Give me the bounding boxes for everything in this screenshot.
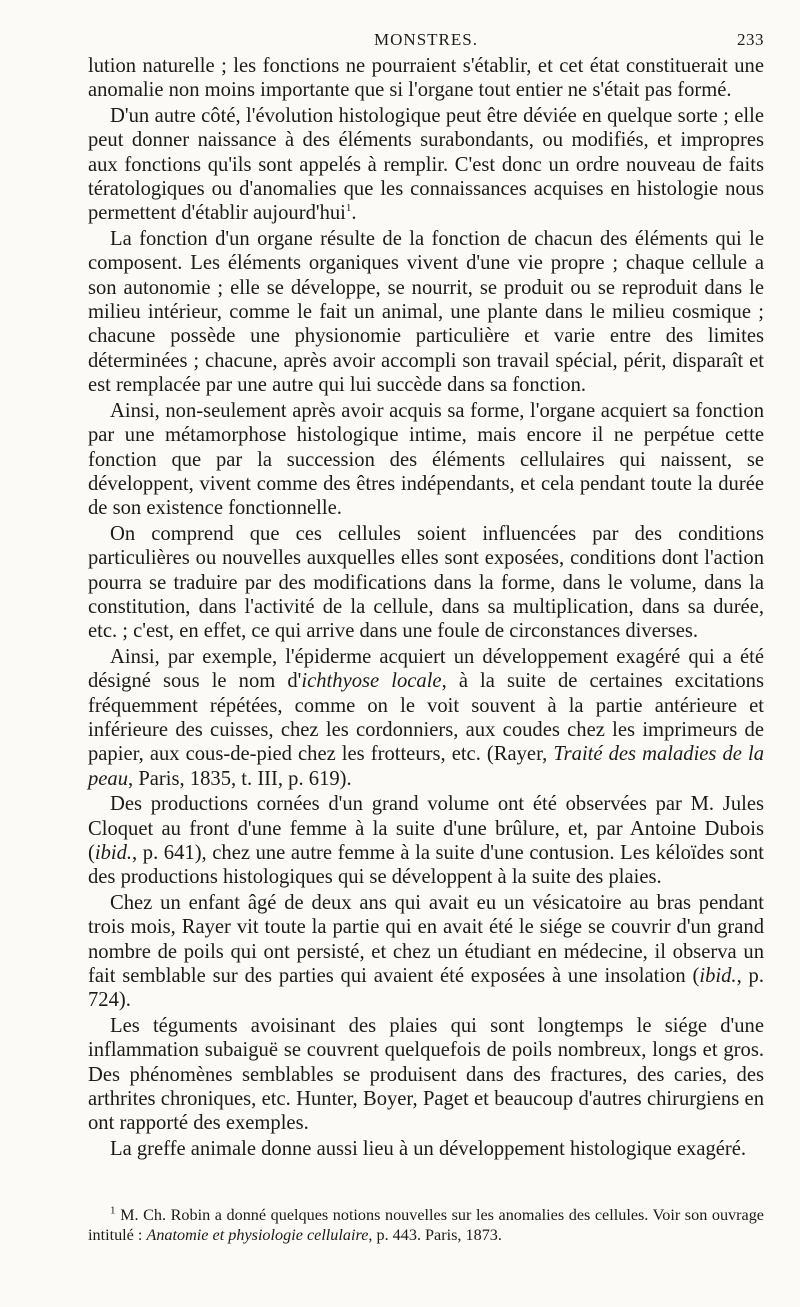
paragraph-2: [88, 104, 764, 226]
italic-text: ibid.: [94, 842, 133, 864]
paragraph-3: [88, 227, 764, 398]
text-run: .: [351, 202, 357, 225]
page-number: 233: [737, 30, 764, 49]
paragraph-5: [88, 522, 764, 644]
footnote-1: [88, 1205, 764, 1245]
text-run: , p. 724).: [88, 965, 764, 1012]
italic-text: ichthyose locale: [301, 670, 442, 693]
text-run: Des productions cornées d'un grand volume ont été observées par M. Jules Cloquet au front d'une femme à la suite d'une brûlure, et, par Antoine Dubois (: [88, 793, 764, 864]
paragraph-1: [88, 54, 764, 103]
text-run: Ainsi, non-seulement après avoir acquis sa forme, l'organe acquiert sa fonction par une métamorphose histologique intime, mais encore il ne perpétue cette fonction que par la succession des éléments cellulaires qui naissent, se développent, vivent comme des êtres indépendants, et cela pendant toute la durée de son existence fonctionnelle.: [88, 399, 764, 520]
text-run: On comprend que ces cellules soient influencées par des conditions particulières ou nouvelles auxquelles elles sont exposées, conditions dont l'action pourra se traduire par des modifications dans la forme, dans le volume, dans la constitution, dans l'activité de la cellule, dans sa multiplication, dans sa durée, etc. ; c'est, en effet, ce qui arrive dans une foule de circonstances diverses.: [88, 522, 764, 643]
text-run: Chez un enfant âgé de deux ans qui avait eu un vésicatoire au bras pendant trois mois, Rayer vit toute la partie qui en avait été le siége se couvrir d'un grand nombre de poils qui ont persisté, et chez un étudiant en médecine, il observa un fait semblable sur des parties qui avaient été exposées à une insolation (: [88, 891, 764, 988]
footnotes: [88, 1205, 764, 1245]
footnote-marker: 1: [345, 202, 352, 215]
footnote-marker: 1: [110, 1204, 116, 1217]
paragraph-10: [88, 1137, 764, 1161]
text-run: , Paris, 1835, t. III, p. 619).: [128, 767, 352, 790]
italic-text: ibid.: [699, 965, 737, 988]
text-run: lution naturelle ; les fonctions ne pourraient s'établir, et cet état constituerait une anomalie non moins importante que si l'organe tout entier ne s'était pas formé.: [88, 55, 764, 102]
text-run: D'un autre côté, l'évolution histologique peut être déviée en quelque sorte ; elle peut donner naissance à des éléments surabondants, ou modifiés, et impropres aux fonctions qu'ils sont appelés à remplir. C'est donc un ordre nouveau de faits tératologiques ou d'anomalies que les connaissances acquises en histologie nous permettent d'établir aujourd'hui: [88, 104, 764, 225]
paragraph-9: [88, 1014, 764, 1136]
running-title: MONSTRES.: [374, 30, 478, 49]
page: [88, 22, 764, 1245]
text-run: , p. 443. Paris, 1873.: [368, 1226, 502, 1245]
body-text: [88, 54, 764, 1161]
text-run: , p. 641), chez une autre femme à la suite d'une contusion. Les kéloïdes sont des productions histologiques qui se développent à la suite des plaies.: [88, 842, 764, 889]
text-run: La fonction d'un organe résulte de la fonction de chacun des éléments qui le composent. Les éléments organiques vivent d'une vie propre ; chaque cellule a son autonomie ; elle se développe, se nourrit, se produit ou se reproduit dans le milieu intérieur, comme le fait un animal, une plante dans le milieu cosmique ; chacune possède une physionomie particulière et varie entre des limites déterminées ; chacune, après avoir accompli son travail spécial, périt, disparaît et est remplacée par une autre qui lui succède dans sa fonction.: [88, 227, 764, 397]
text-run: La greffe animale donne aussi lieu à un développement histologique exagéré.: [110, 1137, 747, 1160]
paragraph-8: [88, 891, 764, 1013]
paragraph-4: [88, 399, 764, 521]
italic-text: Anatomie et physiologie cellulaire: [146, 1226, 369, 1245]
italic-text: Traité des maladies de la peau: [88, 743, 765, 790]
text-run: Ainsi, par exemple, l'épiderme acquiert un développement exagéré qui a été désigné sous le nom d': [88, 645, 764, 693]
paragraph-7: [88, 792, 764, 890]
running-header: [88, 22, 764, 54]
text-run: , à la suite de certaines excitations fréquemment répétées, comme on le voit souvent à la partie antérieure et inférieure des cuisses, chez les cordonniers, aux coudes chez les imprimeurs de papier, aux cous-de-pied chez les frotteurs, etc. (Rayer,: [88, 670, 764, 766]
text-run: Les téguments avoisinant des plaies qui sont longtemps le siége d'une inflammation subaiguë se couvrent quelquefois de poils nombreux, longs et gros. Des phénomènes semblables se produisent dans des fractures, des caries, des arthrites chroniques, etc. Hunter, Boyer, Paget et beaucoup d'autres chirurgiens en ont rapporté des exemples.: [88, 1014, 764, 1135]
text-run: M. Ch. Robin a donné quelques notions nouvelles sur les anomalies des cellules. Voir son ouvrage intitulé :: [88, 1206, 764, 1245]
paragraph-6: [88, 645, 764, 791]
